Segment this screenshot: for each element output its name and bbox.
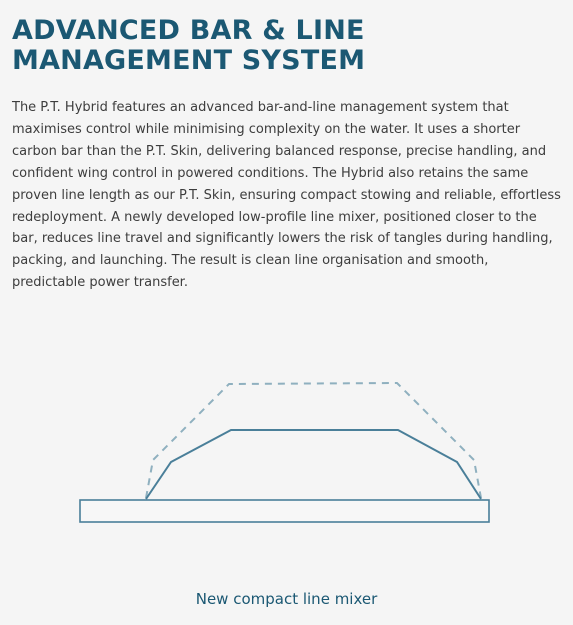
diagram-caption: New compact line mixer	[195, 590, 378, 608]
section-heading	[12, 16, 365, 76]
control-bar	[80, 500, 489, 522]
previous-line-path	[146, 383, 481, 498]
heading-line-1: ADVANCED BAR & LINE	[12, 15, 365, 46]
new-line-path	[146, 430, 481, 499]
heading-line-2: MANAGEMENT SYSTEM	[12, 45, 366, 76]
description-paragraph: The P.T. Hybrid features an advanced bar-and-line management system that maximises control while minimising complexity on the water. It uses a shorter carbon bar than the P.T. Skin, delivering balanced response, precise handling, and confident wing control in powered conditions. The Hybrid also retains the same proven line length as our P.T. Skin, ensuring compact stowing and reliable, effortless redeployment. A newly developed low-profile line mixer, positioned closer to the bar, reduces line travel and significantly lowers the risk of tangles during handling, packing, and launching. The result is clean line organisation and smooth, predictable power transfer.	[12, 100, 561, 291]
line-mixer-diagram	[0, 370, 573, 530]
